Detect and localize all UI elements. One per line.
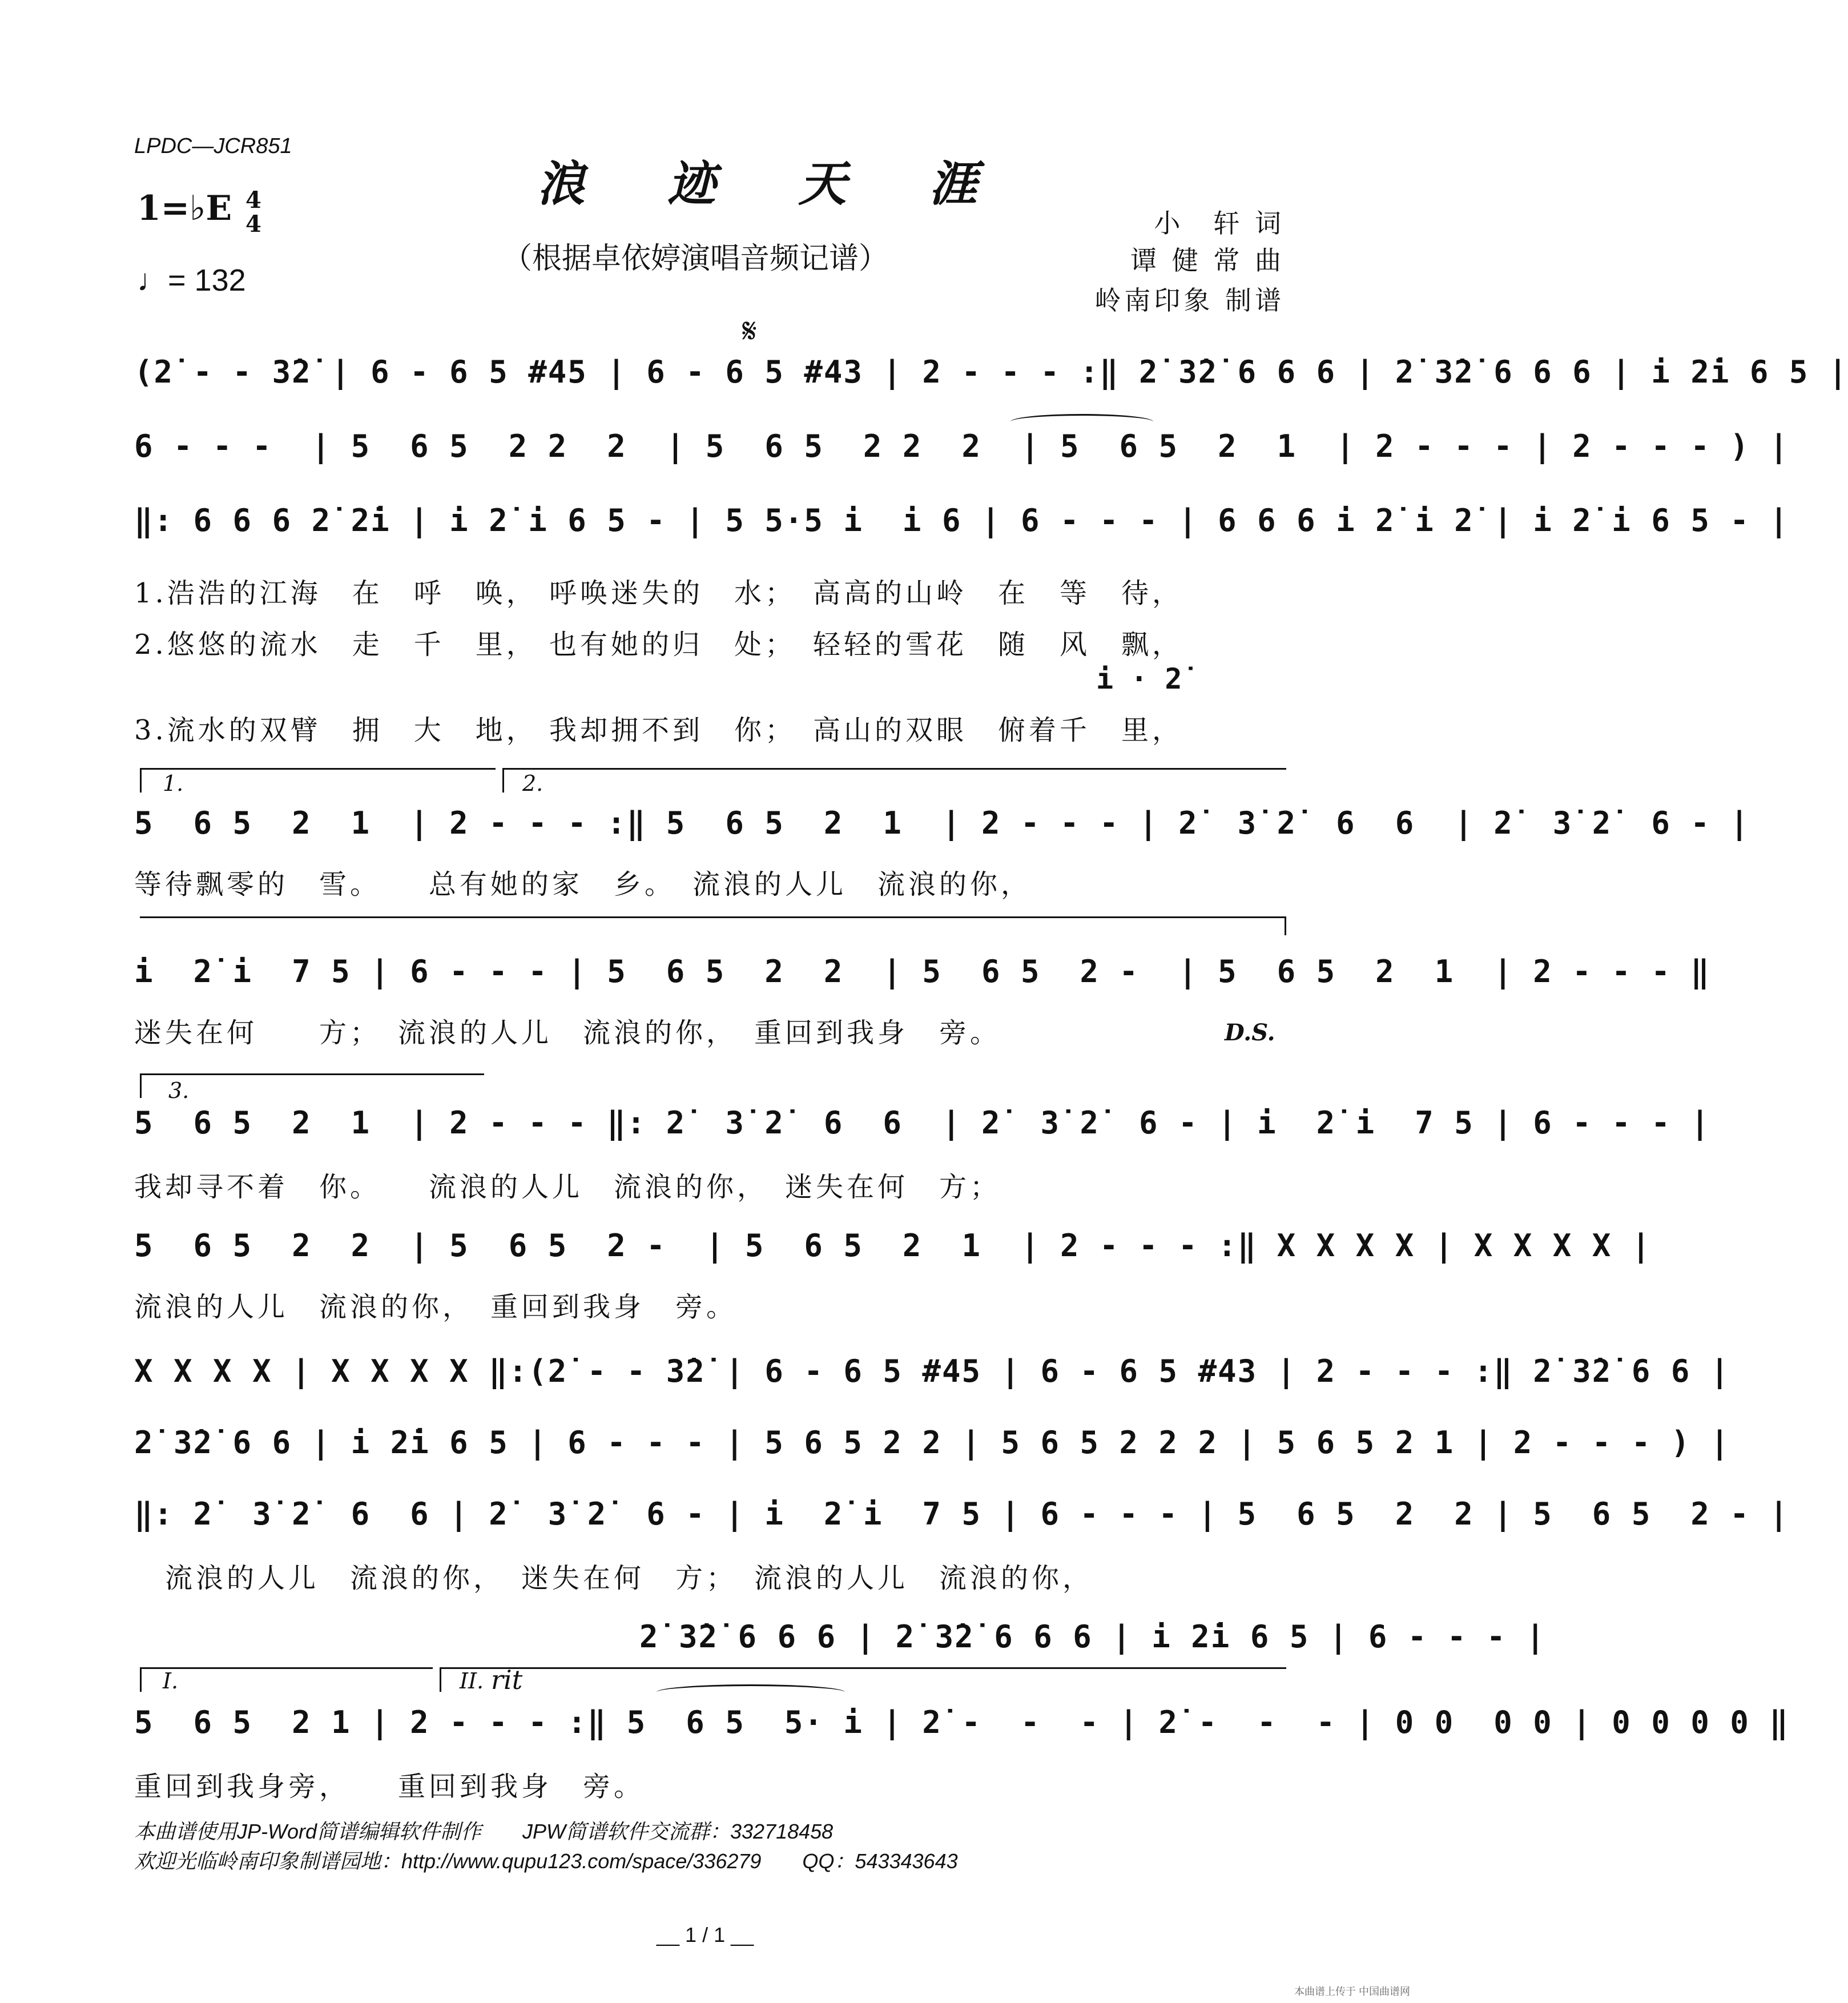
- time-top: 4: [245, 187, 261, 214]
- ending-label-2: 2.: [522, 771, 543, 796]
- score-line-1: (2̇ - - 3̇2̇ | 6 - 6 5 #45 | 6 - 6 5 #43 | 2 - - - :‖ 2̇ 3̇2̇ 6 6 6 | 2̇ 3̇2̇ 6 6 6 | i 2̇i 6 5 |: [134, 354, 1848, 390]
- time-bottom: 4: [245, 211, 261, 238]
- ending-bracket-I: [140, 1667, 433, 1692]
- footer-line-2: 欢迎光临岭南印象制谱园地：http://www.qupu123.com/space/336279 QQ：543343643: [134, 1849, 958, 1873]
- dal-segno: D.S.: [1225, 1019, 1275, 1046]
- subtitle: （根据卓依婷演唱音频记谱）: [502, 242, 889, 276]
- ending-bracket-2: [502, 768, 1286, 793]
- arranger-credit: 岭南印象 制谱: [1094, 285, 1285, 316]
- composer-credit: 谭 健 常 曲: [1130, 245, 1285, 276]
- ending-label-I: I.: [163, 1668, 179, 1694]
- time-signature: [245, 188, 261, 236]
- score-line-9: 2̇ 3̇2̇ 6 6 | i 2̇i 6 5 | 6 - - - | 5 6 5 2 2 | 5 6 5 2 2 2 | 5 6 5 2 1 | 2 - - - ) |: [134, 1425, 1730, 1461]
- lyric-verse-1: 1.浩浩的江海 在 呼 唤， 呼唤迷失的 水； 高高的山岭 在 等 待，: [134, 577, 1183, 609]
- lyric-line-10: 流浪的人儿 流浪的你， 迷失在何 方； 流浪的人儿 流浪的你，: [134, 1562, 1094, 1594]
- lyric-line-7: 流浪的人儿 流浪的你， 重回到我身 旁。: [134, 1291, 738, 1323]
- ending-bracket-3: [140, 1073, 484, 1098]
- score-line-6: 5 6 5 2 1 | 2 - - - ‖: 2̇ 3̇ 2̇ 6 6 | 2̇ 3̇ 2̇ 6 - | i 2̇ i 7 5 | 6 - - - |: [134, 1105, 1710, 1141]
- lyric-verse-2: 2.悠悠的流水 走 千 里， 也有她的归 处； 轻轻的雪花 随 风 飘，: [134, 629, 1183, 661]
- page-number: __ 1 / 1 __: [657, 1923, 754, 1946]
- lyric-line-5: 迷失在何 方； 流浪的人儿 流浪的你， 重回到我身 旁。: [134, 1017, 1001, 1049]
- score-line-4: 5 6 5 2 1 | 2 - - - :‖ 5 6 5 2 1 | 2 - - - | 2̇ 3̇ 2̇ 6 6 | 2̇ 3̇ 2̇ 6 - |: [134, 805, 1750, 841]
- page-title: 浪 迹 天 涯: [537, 155, 1010, 212]
- tie-final: [657, 1684, 845, 1700]
- ending-bracket-2-cont: [140, 916, 1286, 935]
- score-line-11: 2̇ 3̇2̇ 6 6 6 | 2̇ 3̇2̇ 6 6 6 | i 2̇i 6 5 | 6 - - - |: [639, 1619, 1546, 1655]
- score-line-5: i 2̇ i 7 5 | 6 - - - | 5 6 5 2 2 | 5 6 5 2 - | 5 6 5 2 1 | 2 - - - ‖: [134, 954, 1710, 990]
- score-line-8: X X X X | X X X X ‖:(2̇ - - 3̇2̇ | 6 - 6 5 #45 | 6 - 6 5 #43 | 2 - - - :‖ 2̇ 3̇2̇ 6 6 |: [134, 1353, 1730, 1389]
- segno-sign: 𝄋: [742, 311, 757, 351]
- ritardando-mark: rit: [491, 1664, 523, 1695]
- score-line-3: ‖: 6 6 6 2̇ 2̇i | i 2̇ i 6 5 - | 5 5·5 i i 6 | 6 - - - | 6 6 6 i 2̇ i 2̇ | i 2̇ i 6 5 - |: [134, 502, 1789, 538]
- ending-bracket-1: [140, 768, 496, 793]
- tempo-marking: ♩= 132: [137, 263, 246, 297]
- score-line-2: 6 - - - | 5 6 5 2 2 2 | 5 6 5 2 2 2 | 5 6 5 2 1 | 2 - - - | 2 - - - ) |: [134, 428, 1789, 464]
- lyric-line-6: 我却寻不着 你。 流浪的人儿 流浪的你， 迷失在何 方；: [134, 1171, 1001, 1203]
- lyricist-credit: 小 轩 词: [1154, 208, 1285, 239]
- lyric-verse-3: 3.流水的双臂 拥 大 地， 我却拥不到 你； 高山的双眼 俯着千 里，: [134, 714, 1183, 746]
- score-code: LPDC—JCR851: [134, 134, 292, 158]
- ending-label-1: 1.: [163, 771, 184, 796]
- score-line-7: 5 6 5 2 2 | 5 6 5 2 - | 5 6 5 2 1 | 2 - - - :‖ X X X X | X X X X |: [134, 1228, 1652, 1264]
- ending-bracket-II: [440, 1667, 1286, 1692]
- footer-line-1: 本曲谱使用JP-Word简谱编辑软件制作 JPW简谱软件交流群：332718458: [134, 1820, 834, 1843]
- key-signature: 1=♭E: [137, 188, 232, 228]
- score-line-12: 5 6 5 2 1 | 2 - - - :‖ 5 6 5 5· i | 2̇ - - - | 2̇ - - - | 0 0 0 0 | 0 0 0 0 ‖: [134, 1704, 1789, 1740]
- lyric-line-4: 等待飘零的 雪。 总有她的家 乡。 流浪的人儿 流浪的你，: [134, 868, 1032, 900]
- verse-3-variant-notes: i · 2̇: [1096, 662, 1182, 695]
- tie: [1010, 414, 1153, 429]
- ending-label-3: 3.: [168, 1078, 190, 1103]
- score-line-10: ‖: 2̇ 3̇ 2̇ 6 6 | 2̇ 3̇ 2̇ 6 - | i 2̇ i 7 5 | 6 - - - | 5 6 5 2 2 | 5 6 5 2 - |: [134, 1496, 1789, 1532]
- ending-label-II: II.: [460, 1668, 484, 1694]
- lyric-line-12: 重回到我身旁， 重回到我身 旁。: [134, 1771, 645, 1803]
- site-watermark: 本曲谱上传于 中国曲谱网: [1294, 1986, 1410, 1997]
